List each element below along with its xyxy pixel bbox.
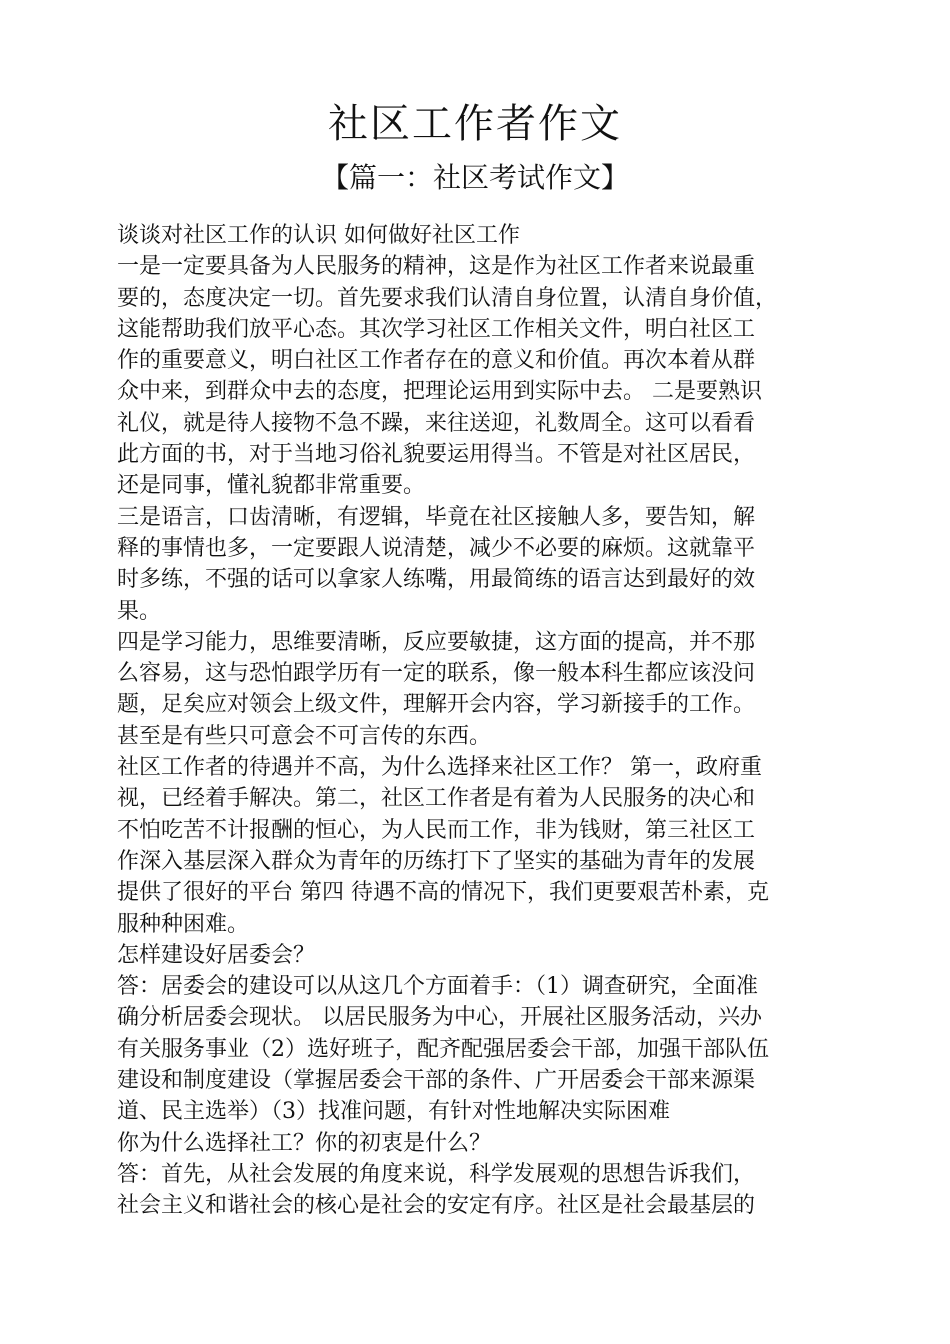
text-line: 么容易，这与恐怕跟学历有一定的联系，像一般本科生都应该没问 bbox=[117, 661, 756, 687]
text-line: 作的重要意义，明白社区工作者存在的意义和价值。再次本着从群 bbox=[117, 348, 756, 374]
text-line: 果。 bbox=[117, 598, 162, 624]
text-line: 谈谈对社区工作的认识 如何做好社区工作 bbox=[117, 223, 520, 248]
text-line: 社会主义和谐社会的核心是社会的安定有序。社区是社会最基层的 bbox=[117, 1193, 756, 1219]
text-line: 确分析居委会现状。 以居民服务为中心，开展社区服务活动，兴办 bbox=[117, 1005, 762, 1031]
text-line: 答：首先，从社会发展的角度来说，科学发展观的思想告诉我们， bbox=[117, 1161, 756, 1187]
text-line: 一是一定要具备为人民服务的精神，这是作为社区工作者来说最重 bbox=[117, 254, 756, 280]
text-line: 这能帮助我们放平心态。其次学习社区工作相关文件，明白社区工 bbox=[117, 316, 756, 342]
text-line: 题，足矣应对领会上级文件，理解开会内容，学习新接手的工作。 bbox=[117, 692, 756, 718]
text-line: 此方面的书，对于当地习俗礼貌要运用得当。不管是对社区居民， bbox=[117, 442, 756, 468]
text-line: 礼仪，就是待人接物不急不躁，来往送迎，礼数周全。这可以看看 bbox=[117, 410, 756, 436]
text-line: 众中来，到群众中去的态度，把理论运用到实际中去。 二是要熟识 bbox=[117, 379, 762, 405]
text-line: 要的，态度决定一切。首先要求我们认清自身位置，认清自身价值， bbox=[117, 285, 778, 311]
document-body bbox=[117, 220, 847, 1222]
text-line: 社区工作者的待遇并不高，为什么选择来社区工作？ 第一，政府重 bbox=[117, 755, 762, 781]
text-line: 怎样建设好居委会？ bbox=[117, 942, 316, 968]
document-title: 社区工作者作文 bbox=[328, 101, 622, 147]
text-line: 还是同事，懂礼貌都非常重要。 bbox=[117, 473, 426, 499]
text-line: 三是语言，口齿清晰，有逻辑，毕竟在社区接触人多，要告知，解 bbox=[117, 504, 756, 530]
text-line: 释的事情也多，一定要跟人说清楚，减少不必要的麻烦。这就靠平 bbox=[117, 535, 756, 561]
text-line: 甚至是有些只可意会不可言传的东西。 bbox=[117, 723, 492, 749]
text-line: 提供了很好的平台 第四 待遇不高的情况下，我们更要艰苦朴素，克 bbox=[117, 880, 769, 906]
text-line: 有关服务事业（2）选好班子，配齐配强居委会干部，加强干部队伍 bbox=[117, 1036, 769, 1062]
text-line: 你为什么选择社工？你的初衷是什么？ bbox=[117, 1130, 492, 1156]
section-heading: 【篇一：社区考试作文】 bbox=[320, 161, 629, 194]
text-line: 作深入基层深入群众为青年的历练打下了坚实的基础为青年的发展 bbox=[117, 848, 756, 874]
text-line: 建设和制度建设（掌握居委会干部的条件、广开居委会干部来源渠 bbox=[117, 1068, 756, 1094]
text-line: 道、民主选举）（3）找准问题，有针对性地解决实际困难 bbox=[117, 1099, 670, 1125]
text-line: 不怕吃苦不计报酬的恒心，为人民而工作，非为钱财，第三社区工 bbox=[117, 817, 756, 843]
text-line: 四是学习能力，思维要清晰，反应要敏捷，这方面的提高，并不那 bbox=[117, 629, 756, 655]
text-line: 答：居委会的建设可以从这几个方面着手：（1）调查研究，全面准 bbox=[117, 974, 758, 1000]
text-line: 服种种困难。 bbox=[117, 911, 250, 937]
text-line: 时多练，不强的话可以拿家人练嘴，用最简练的语言达到最好的效 bbox=[117, 567, 756, 593]
text-line: 视，已经着手解决。第二，社区工作者是有着为人民服务的决心和 bbox=[117, 786, 756, 812]
